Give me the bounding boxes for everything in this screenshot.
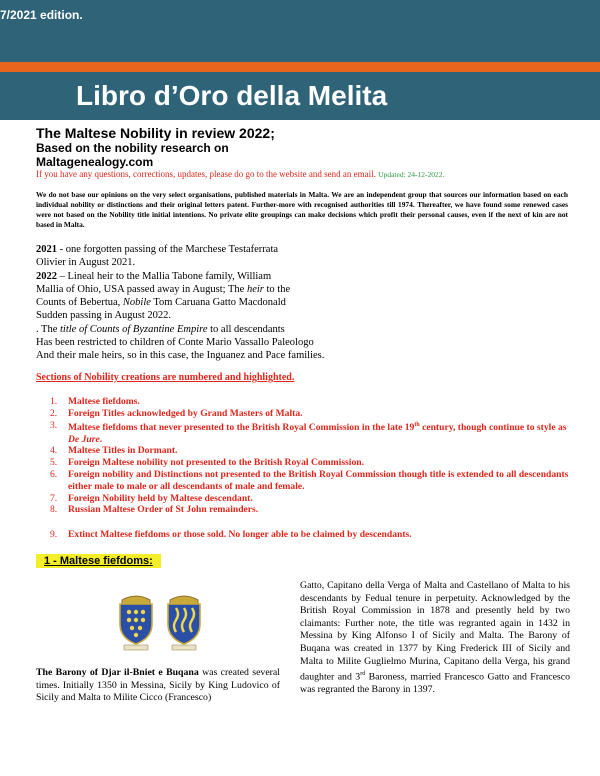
edition-label: 7/2021 edition. xyxy=(0,8,83,22)
section-label: Russian Maltese Order of St John remainders. xyxy=(68,504,259,516)
section-item xyxy=(50,469,570,493)
news-line: Olivier in August 2021. xyxy=(36,257,136,269)
section-item xyxy=(50,457,570,469)
page-title: Libro d’Oro della Melita xyxy=(76,80,388,111)
section-label: Foreign nobility and Distinctions not presented to the British Royal Commission though title is extended to all descendants either male to male or all descendants of male and female. xyxy=(68,468,569,492)
news-line: Sudden passing in August 2022. xyxy=(36,310,172,322)
news-italic: Nobile xyxy=(122,297,151,309)
news-italic: heir xyxy=(246,283,264,295)
section-item xyxy=(50,529,570,541)
section-item xyxy=(50,504,570,516)
section-number: 5. xyxy=(50,457,58,469)
barony-name: The Barony of Djar il-Bniet e Buqana xyxy=(36,667,199,678)
news-text: . The xyxy=(36,323,61,335)
news-line xyxy=(36,323,376,336)
sections-heading: Sections of Nobility creations are numbered and highlighted. xyxy=(36,372,295,383)
barony-description: Baroness, married Francesco Gatto and Francesco was regranted the Barony in 1397. xyxy=(300,671,570,696)
subtitle-based-on: Based on the nobility research on xyxy=(36,141,229,155)
section-label: century, though continue to style as xyxy=(419,421,567,433)
section-1-heading: 1 - Maltese fiefdoms: xyxy=(36,554,161,568)
news-text: Counts of Bebertua, xyxy=(36,297,123,309)
section-item xyxy=(50,420,570,446)
section-label: Maltese Titles in Dormant. xyxy=(68,445,178,457)
barony-text-left xyxy=(36,667,280,705)
news-year: 2021 xyxy=(36,244,57,255)
section-number: 9. xyxy=(50,529,58,541)
shield-crest-icon xyxy=(164,590,204,652)
barony-description: Gatto, Capitano della Verga of Malta and Castellano of Malta to his descendants by Fedual tenure in perpetuity. Acknowledged by the British Royal Commission in 1878 and presently held by two claimants: Further note, the title was regranted again in 1432 in Messina by King Alfonso I of Sicily and Malta. The Barony of Buqana was created in 1377 by King Frederick III of Sicily and Malta to Milite Guglielmo Murina, Capitano della Verga, his grand daughter and 3 xyxy=(300,580,570,683)
news-text: Mallia of Ohio, USA passed away in August; The xyxy=(36,283,247,295)
section-number: 6. xyxy=(50,468,58,480)
news-block xyxy=(36,243,376,363)
superscript: th xyxy=(414,421,420,428)
news-text: - one forgotten passing of the Marchese Testaferrata xyxy=(57,244,279,255)
superscript: rd xyxy=(360,671,366,678)
contact-text: If you have any questions, corrections, updates, please do go to the website and send an email. xyxy=(36,169,376,179)
section-italic: De Jure xyxy=(68,433,100,445)
section-label: Foreign Titles acknowledged by Grand Masters of Malta. xyxy=(68,407,303,419)
section-number: 3. xyxy=(50,419,58,431)
barony-text-right xyxy=(300,580,570,697)
header-banner xyxy=(0,0,600,120)
section-label: Extinct Maltese fiefdoms or those sold. No longer able to be claimed by descendants. xyxy=(68,529,412,541)
orange-stripe xyxy=(0,62,600,72)
news-text: to all descendants xyxy=(207,323,285,335)
section-label: Foreign Nobility held by Maltese descendant. xyxy=(68,492,253,504)
section-number: 8. xyxy=(50,504,58,516)
document-title: The Maltese Nobility in review 2022; xyxy=(36,125,275,141)
news-text: Tom Caruana Gatto Macdonald xyxy=(150,297,286,309)
section-number: 2. xyxy=(50,407,58,419)
section-label: . xyxy=(99,433,103,445)
section-number: 1. xyxy=(50,396,58,407)
news-line: Has been restricted to children of Conte Mario Vassallo Paleologo xyxy=(36,337,314,349)
section-label: Foreign Maltese nobility not presented to the British Royal Commission. xyxy=(68,457,364,469)
news-text: – Lineal heir to the Mallia Tabone family, William xyxy=(57,270,272,282)
section-label: Maltese fiefdoms. xyxy=(68,396,140,407)
news-italic: title of Counts of Byzantine Empire xyxy=(60,323,208,335)
site-name: Maltagenealogy.com xyxy=(36,155,154,169)
shield-crest-icon xyxy=(116,590,156,652)
disclaimer: We do not base our opinions on the very select organisations, published materials in Malta. We are an independent group that sources our information based on each individual nobility or distinctions and their original letters patent. Further-more with recognised authorities till 1974. Thereafter, we have found some renewed cases were not based on the Nobility title initial intentions. No private elite groupings can make decisions which profit their personal causes, even if the next of kin are not based in Malta. xyxy=(36,190,568,229)
sections-list xyxy=(50,396,570,541)
barony-description: was created several times. Initially 1350 in Messina, Sicily by King Ludovico of Sicily and Malta to Milite Cicco (Francesco) xyxy=(36,667,280,704)
news-line xyxy=(36,270,376,283)
section-item xyxy=(50,408,570,420)
news-line xyxy=(36,283,376,296)
section-number: 7. xyxy=(50,492,58,504)
section-number: 4. xyxy=(50,445,58,457)
news-line: And their male heirs, so in this case, the Inguanez and Pace families. xyxy=(36,350,325,362)
section-item xyxy=(50,493,570,505)
contact-note xyxy=(36,169,444,179)
section-item xyxy=(50,396,570,408)
news-text: to the xyxy=(263,283,291,295)
news-line xyxy=(36,243,376,256)
news-year: 2022 xyxy=(36,270,57,282)
news-line xyxy=(36,296,376,309)
updated-date: Updated: 24-12-2022. xyxy=(378,170,445,179)
section-label: Maltese fiefdoms that never presented to the British Royal Commission in the late 19 xyxy=(68,421,415,433)
section-item xyxy=(50,445,570,457)
